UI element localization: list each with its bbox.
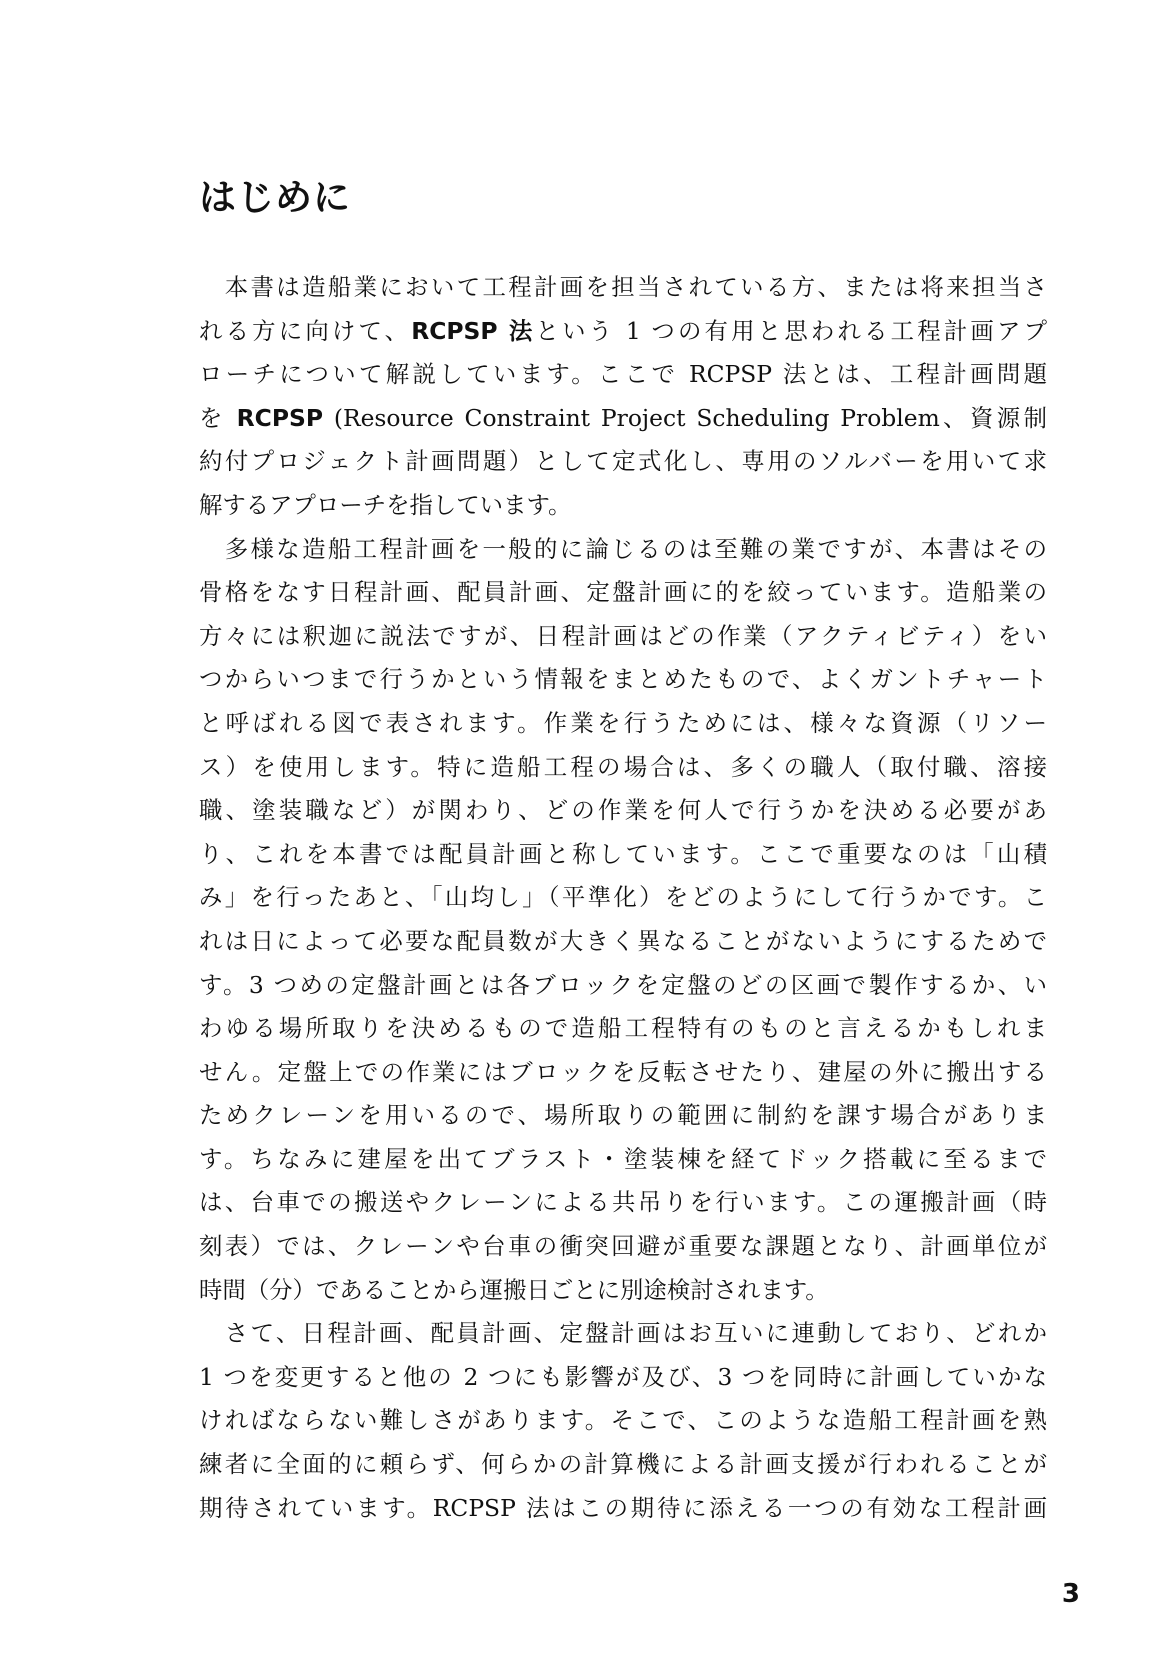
text-line xyxy=(199,397,1047,441)
text-segment: 多様な造船工程計画を一般的に論じるのは至難の業ですが、本書はその xyxy=(199,534,1047,563)
text-segment: 本書は造船業において工程計画を担当されている方、または将来担当さ xyxy=(199,273,1047,301)
text-line xyxy=(199,1356,1047,1400)
text-segment: 1 つを変更すると他の 2 つにも影響が及び、3 つを同時に計画していかな xyxy=(199,1362,1047,1391)
text-segment: み」を行ったあと、「山均し」（平準化）をどのようにして行うかです。こ xyxy=(199,883,1047,912)
text-line xyxy=(199,310,1047,354)
paragraph xyxy=(199,266,1047,528)
text-line xyxy=(199,1443,1047,1487)
text-line xyxy=(199,658,1047,702)
text-line xyxy=(199,1094,1047,1138)
text-segment: と呼ばれる図で表されます。作業を行うためには、様々な資源（リソー xyxy=(199,708,1047,737)
text-segment: 骨格をなす日程計画、配員計画、定盤計画に的を絞っています。造船業の xyxy=(199,578,1047,607)
text-segment: ためクレーンを用いるので、場所取りの範囲に制約を課す場合がありま xyxy=(199,1101,1047,1130)
text-line xyxy=(199,1051,1047,1095)
text-segment: 解するアプローチを指しています。 xyxy=(199,490,572,519)
text-line xyxy=(199,702,1047,746)
text-line xyxy=(199,833,1047,877)
text-segment: れる方に向けて、 xyxy=(199,316,412,345)
text-line xyxy=(199,1269,1047,1313)
text-segment: わゆる場所取りを決めるもので造船工程特有のものと言えるかもしれま xyxy=(199,1014,1047,1043)
text-line xyxy=(199,1225,1047,1269)
text-segment: は、台車での搬送やクレーンによる共吊りを行います。この運搬計画（時 xyxy=(199,1188,1047,1217)
text-segment: り、これを本書では配員計画と称しています。ここで重要なのは「山積 xyxy=(199,839,1047,868)
text-segment: ス）を使用します。特に造船工程の場合は、多くの職人（取付職、溶接 xyxy=(199,752,1047,781)
text-segment: す。3 つめの定盤計画とは各ブロックを定盤のどの区画で製作するか、い xyxy=(199,970,1047,999)
text-line xyxy=(199,789,1047,833)
text-line xyxy=(199,353,1047,397)
section-heading: はじめに xyxy=(199,176,351,219)
text-segment: 約付プロジェクト計画問題）として定式化し、専用のソルバーを用いて求 xyxy=(199,447,1047,476)
text-segment: 方々には釈迦に説法ですが、日程計画はどの作業（アクティビティ）をい xyxy=(199,621,1047,650)
text-line xyxy=(199,1007,1047,1051)
text-line xyxy=(199,746,1047,790)
text-segment: という 1 つの有用と思われる工程計画アプ xyxy=(535,316,1047,345)
paragraph xyxy=(199,1312,1047,1530)
text-line xyxy=(199,964,1047,1008)
text-line xyxy=(199,571,1047,615)
bold-term: RCPSP 法 xyxy=(411,316,536,345)
text-segment: ければならない難しさがあります。そこで、このような造船工程計画を熟 xyxy=(199,1406,1047,1435)
text-segment: さて、日程計画、配員計画、定盤計画はお互いに連動しており、どれか xyxy=(199,1319,1047,1348)
text-segment: を xyxy=(199,403,237,432)
text-line xyxy=(199,615,1047,659)
text-segment: れは日によって必要な配員数が大きく異なることがないようにするためで xyxy=(199,926,1047,955)
text-segment: せん。定盤上での作業にはブロックを反転させたり、建屋の外に搬出する xyxy=(199,1057,1047,1086)
text-line xyxy=(199,920,1047,964)
text-segment: 期待されています。RCPSP 法はこの期待に添える一つの有効な工程計画 xyxy=(199,1493,1047,1522)
body-text xyxy=(199,266,1047,1530)
text-segment: 時間（分）であることから運搬日ごとに別途検討されます。 xyxy=(199,1275,829,1304)
text-segment: 刻表）では、クレーンや台車の衝突回避が重要な課題となり、計画単位が xyxy=(199,1232,1047,1261)
text-line xyxy=(199,1312,1047,1356)
text-segment: ローチについて解説しています。ここで RCPSP 法とは、工程計画問題 xyxy=(199,360,1047,389)
text-segment: (Resource Constraint Project Scheduling Problem、資源制 xyxy=(322,403,1047,432)
text-segment: す。ちなみに建屋を出てブラスト・塗装棟を経てドック搭載に至るまで xyxy=(199,1144,1047,1173)
text-line xyxy=(199,484,1047,528)
text-line xyxy=(199,1399,1047,1443)
page-number: 3 xyxy=(1061,1579,1080,1609)
text-line xyxy=(199,528,1047,572)
text-segment: 練者に全面的に頼らず、何らかの計算機による計画支援が行われることが xyxy=(199,1450,1047,1479)
text-line xyxy=(199,1138,1047,1182)
text-line xyxy=(199,1181,1047,1225)
text-line xyxy=(199,876,1047,920)
bold-term: RCPSP xyxy=(236,403,323,432)
paragraph xyxy=(199,528,1047,1313)
text-segment: つからいつまで行うかという情報をまとめたもので、よくガントチャート xyxy=(199,665,1047,694)
text-line xyxy=(199,440,1047,484)
text-line xyxy=(199,266,1047,310)
text-line xyxy=(199,1487,1047,1531)
text-segment: 職、塗装職など）が関わり、どの作業を何人で行うかを決める必要があ xyxy=(199,796,1047,825)
